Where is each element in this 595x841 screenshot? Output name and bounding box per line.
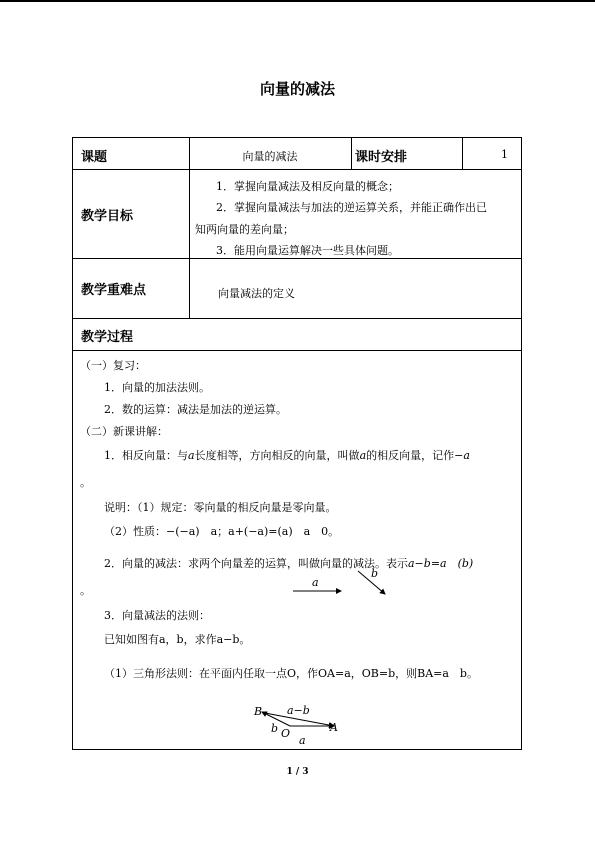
given-statement: 已知如图有a，b，求作a−b。 [104, 633, 251, 646]
topic-label: 课题 [81, 150, 108, 165]
point-b-label: B [254, 705, 263, 718]
new-lesson-heading: （二）新课讲解： [80, 425, 168, 438]
note-zero-vector: 说明：（1）规定：零向量的相反向量是零向量。 [104, 501, 337, 514]
ob-label: b [271, 722, 279, 735]
review-item-1: 1．向量的加法法则。 [104, 381, 210, 394]
point-o-label: O [281, 727, 291, 740]
subtraction-end: 。 [80, 584, 91, 597]
def-part-a: 1．相反向量：与 [104, 449, 188, 462]
definition-end: 。 [80, 476, 91, 489]
opposite-vector-definition: 1．相反向量：与a长度相等，方向相反的向量，叫做a的相反向量，记作−a [104, 449, 470, 462]
difference-label: a−b [287, 704, 310, 717]
goal-item-3: 3．能用向量运算解决一些具体问题。 [216, 244, 399, 257]
goal-item-2b: 知两向量的差向量； [195, 223, 294, 236]
topic-value: 向量的减法 [242, 150, 298, 163]
page-number: 1 / 3 [286, 767, 309, 777]
def-part-c: 的相反向量，记作 [366, 449, 455, 462]
property-formula: −(−a) a；a+(−a)=(a) a 0。 [166, 525, 340, 538]
triangle-rule: （1）三角形法则：在平面内任取一点O，作OA=a，OB=b，则BA=a b。 [104, 667, 478, 680]
goal-item-1: 1．掌握向量减法及相反向量的概念； [216, 180, 399, 193]
process-label: 教学过程 [81, 330, 134, 345]
property-label: （2）性质： [104, 525, 166, 538]
keypoints-label: 教学重难点 [81, 283, 147, 298]
keypoints-value: 向量减法的定义 [218, 287, 295, 300]
vector-a: a [359, 449, 367, 462]
vector-a: a [463, 449, 470, 462]
subtraction-text: 2．向量的减法：求两个向量差的运算，叫做向量的减法。表示 [104, 557, 408, 570]
review-item-2: 2．数的运算：减法是加法的逆运算。 [104, 403, 287, 416]
oa-label: a [299, 734, 306, 747]
goal-item-2a: 2．掌握向量减法与加法的逆运算关系，并能正确作出已 [216, 201, 487, 214]
subtraction-formula: a−b=a (b) [408, 557, 474, 570]
review-heading: （一）复习： [80, 359, 146, 372]
vector-a: a [188, 449, 195, 462]
point-a-label: A [330, 721, 338, 734]
hours-value: 1 [501, 148, 508, 161]
def-part-b: 长度相等，方向相反的向量，叫做 [194, 449, 360, 462]
vector-a-label: a [312, 576, 319, 589]
subtraction-rule-heading: 3．向量减法的法则： [104, 609, 210, 622]
hours-label: 课时安排 [355, 150, 408, 165]
page-title: 向量的减法 [259, 80, 335, 98]
vector-b-label: b [371, 567, 379, 580]
goals-label: 教学目标 [81, 209, 134, 224]
